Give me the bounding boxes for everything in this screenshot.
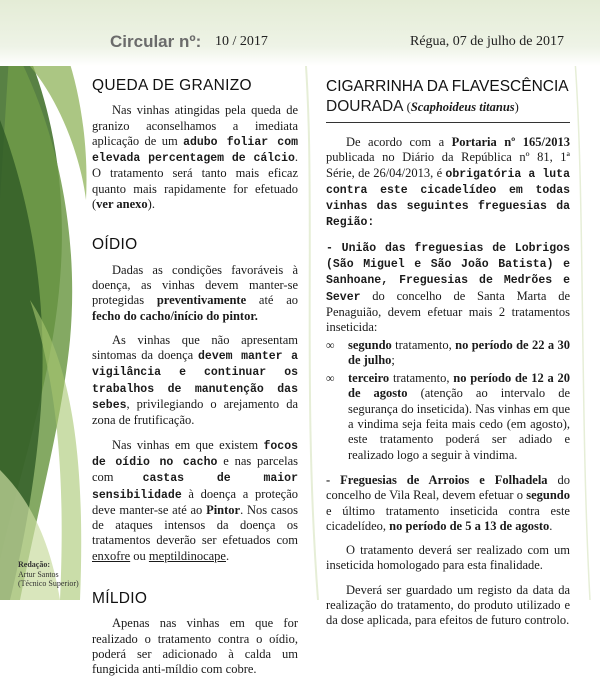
bullet-item: ∞ terceiro tratamento, no período de 12 a 20 de agosto (atenção ao intervalo de segurança do inseticida). Nas vinhas em que a vindima seja feita mais cedo (em agosto), este tratamento poderá ser adiado e realizado logo a seguir à vindima. (326, 371, 571, 462)
credit-role: (Técnico Superior) (18, 579, 79, 588)
circular-number: 10 / 2017 (215, 34, 268, 49)
cigarrinha-paragraph-5: Deverá ser guardado um registo da data da realização do tratamento, do produto utilizado e da dose aplicada, para efeitos de futuro controlo. (326, 582, 570, 628)
infinity-bullet-icon: ∞ (326, 371, 335, 386)
oidio-paragraph-1: Dadas as condições favoráveis à doença, as vinhas devem manter-se protegidas preventivamente até ao fecho do cacho/início do pintor. (92, 262, 298, 323)
author-credit (18, 560, 88, 589)
section-title-cigarrinha: CIGARRINHA DA FLAVESCÊNCIA (326, 78, 569, 95)
header-band (0, 0, 600, 66)
left-column (92, 78, 298, 687)
mildio-paragraph: Apenas nas vinhas em que for realizado o tratamento contra o oídio, poderá ser adicionado à calda um fungicida anti-míldio com cobre. (92, 616, 298, 677)
scientific-name: Scaphoideus titanus (410, 100, 515, 114)
granizo-paragraph: Nas vinhas atingidas pela queda de granizo aconselhamos a imediata aplicação de um adubo foliar com elevada percentagem de cálcio. O tratamento será tanto mais eficaz quanto mais rapidamente for efetuado (ver anexo). (92, 103, 298, 212)
section-title-oidio: OÍDIO (92, 236, 138, 254)
oidio-paragraph-3: Nas vinhas em que existem focos de oídio no cacho e nas parcelas com castas de maior sensibilidade à doença a proteção deve manter-se até ao Pintor. Nos casos de ataques intensos da doença os tratamentos deverão ser efetuados com enxofre ou meptildinocape. (92, 437, 298, 563)
credit-label: Redação: (18, 560, 50, 569)
section-title-granizo: QUEDA DE GRANIZO (92, 77, 252, 94)
bullet-item: ∞ segundo tratamento, no período de 22 a 30 de julho; (326, 337, 570, 367)
cigarrinha-paragraph-3: - Freguesias de Arroios e Folhadela do concelho de Vila Real, devem efetuar o segundo e último tratamento inseticida contra este cicadelídeo, no período de 5 a 13 de agosto. (326, 472, 571, 533)
section-title-mildio: MÍLDIO (92, 590, 148, 608)
credit-name: Artur Santos (18, 569, 59, 579)
circular-label: Circular nº: (110, 32, 202, 51)
place-date: Régua, 07 de julho de 2017 (410, 34, 564, 49)
cigarrinha-paragraph-1: De acordo com a Portaria nº 165/2013 publicada no Diário da República nº 81, 1ª Série, de 26/04/2013, é obrigatória a luta contra este cicadelídeo em todas vinhas das seguintes freguesias da Região: (326, 135, 571, 230)
infinity-bullet-icon: ∞ (326, 337, 335, 352)
section-title-cigarrinha-line2: DOURADA (Scaphoideus titanus) (326, 98, 519, 115)
cigarrinha-paragraph-2: - União das freguesias de Lobrigos (São Miguel e São João Batista) e Sanhoane, Freguesias de Medrões e Sever do concelho de Santa Marta de Penaguião, devem efetuar mais 2 tratamentos inseticida: (326, 241, 570, 335)
cigarrinha-paragraph-4: O tratamento deverá ser realizado com um inseticida homologado para esta finalidade. (326, 543, 570, 573)
title-rule (326, 122, 570, 123)
right-column (326, 78, 570, 638)
oidio-paragraph-2: As vinhas que não apresentam sintomas da doença devem manter a vigilância e continuar os trabalhos de manutenção das sebes, privilegiando o arejamento da zona de frutificação. (92, 332, 298, 428)
